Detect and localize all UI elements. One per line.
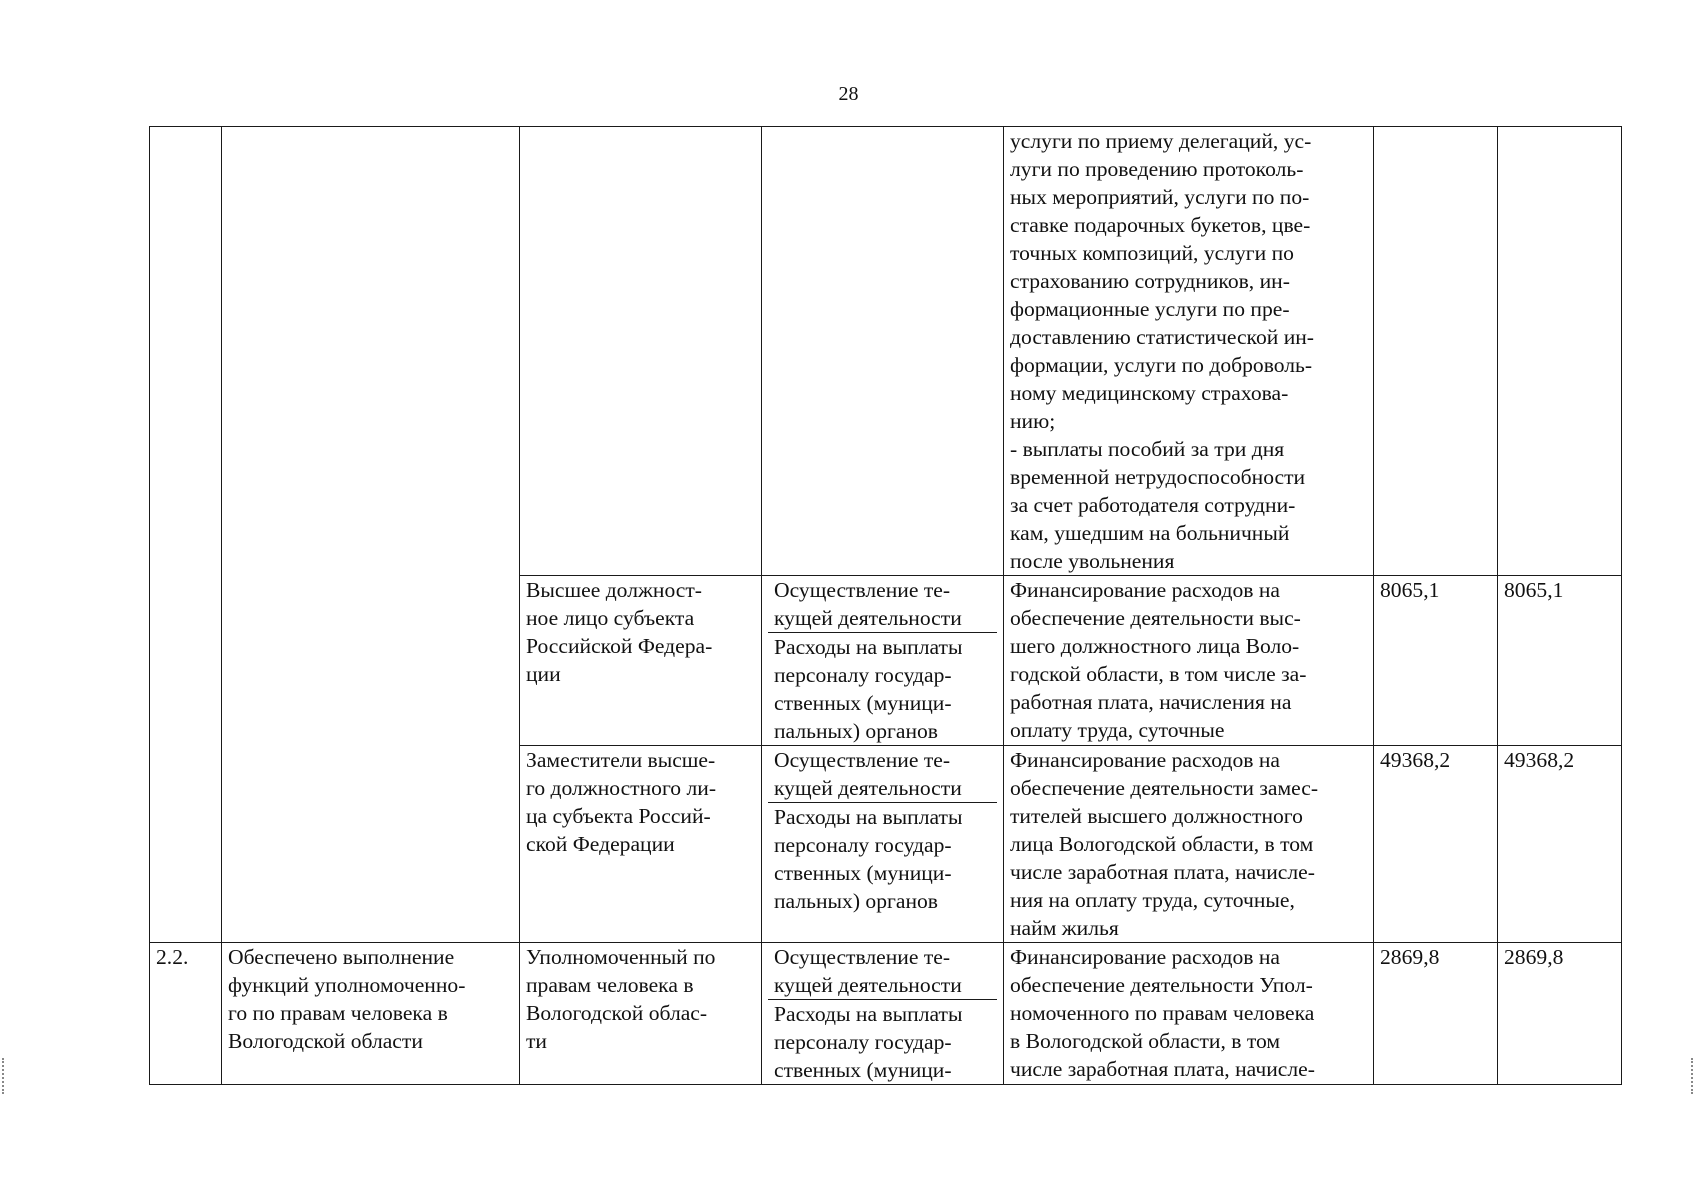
cell-amount-2: 8065,1 [1498, 576, 1622, 746]
activity-type: Осуществление те- кущей деятельности [768, 943, 997, 1000]
cell-activity [762, 127, 1004, 576]
cell-amount-1: 8065,1 [1374, 576, 1498, 746]
expense-type: Расходы на выплаты персоналу государ- ственных (муници- пальных) органов [774, 805, 963, 913]
cell-recipient: Заместители высше- го должностного ли- ца субъекта Россий- ской Федерации [520, 746, 762, 943]
cell-number: 2.2. [150, 943, 222, 1085]
scan-edge-mark-left [2, 1058, 6, 1094]
page-number: 28 [838, 83, 859, 105]
cell-result [222, 127, 520, 943]
cell-amount-2: 2869,8 [1498, 943, 1622, 1085]
cell-amount-1 [1374, 127, 1498, 576]
cell-activity [762, 576, 1004, 746]
cell-amount-2: 49368,2 [1498, 746, 1622, 943]
cell-recipient: Высшее должност- ное лицо субъекта Российской Федера- ции [520, 576, 762, 746]
cell-activity [762, 746, 1004, 943]
table-row [150, 943, 1622, 1085]
budget-table [149, 126, 1622, 1085]
cell-recipient: Уполномоченный по правам человека в Вологодской облас- ти [520, 943, 762, 1085]
activity-type: Осуществление те- кущей деятельности [768, 746, 997, 803]
cell-number [150, 127, 222, 943]
cell-amount-2 [1498, 127, 1622, 576]
cell-description: услуги по приему делегаций, ус- луги по проведению протоколь- ных мероприятий, услуги по по- ставке подарочных букетов, цве- точных композиций, услуги по страхованию сотрудников, ин- формационные услуги по пре- доставлению статистической ин- формации, услуги по доброволь- ному медицинскому страхова- нию; - выплаты пособий за три дня временной нетрудоспособности за счет работодателя сотрудни- кам, ушедшим на больничный после увольнения [1004, 127, 1374, 576]
cell-description: Финансирование расходов на обеспечение деятельности замес- тителей высшего должностного лица Вологодской области, в том числе заработная плата, начисле- ния на оплату труда, суточные, найм жилья [1004, 746, 1374, 943]
cell-activity [762, 943, 1004, 1085]
cell-recipient [520, 127, 762, 576]
table-row [150, 127, 1622, 576]
cell-description: Финансирование расходов на обеспечение деятельности Упол- номоченного по правам человека в Вологодской области, в том числе заработная плата, начисле- [1004, 943, 1374, 1085]
cell-amount-1: 2869,8 [1374, 943, 1498, 1085]
cell-amount-1: 49368,2 [1374, 746, 1498, 943]
expense-type: Расходы на выплаты персоналу государ- ственных (муници- [774, 1002, 963, 1082]
cell-result: Обеспечено выполнение функций уполномоченно- го по правам человека в Вологодской области [222, 943, 520, 1085]
scan-edge-mark-right [1691, 1058, 1695, 1094]
activity-type: Осуществление те- кущей деятельности [768, 576, 997, 633]
expense-type: Расходы на выплаты персоналу государ- ственных (муници- пальных) органов [774, 635, 963, 743]
cell-description: Финансирование расходов на обеспечение деятельности выс- шего должностного лица Воло- годской области, в том числе за- работная плата, начисления на оплату труда, суточные [1004, 576, 1374, 746]
